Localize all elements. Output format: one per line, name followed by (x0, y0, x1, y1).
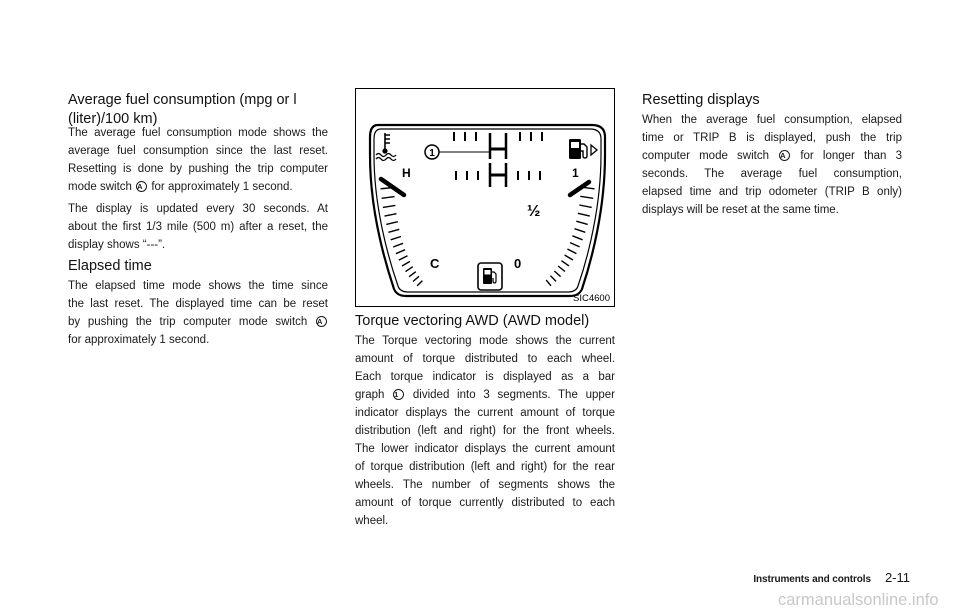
figure-code: SIC4600 (573, 293, 610, 304)
paragraph-average-fuel (68, 124, 328, 196)
text-line: of torque distribution (left and right) for the rear (355, 461, 615, 473)
gauge-tick (409, 272, 416, 277)
gauge-tick (551, 276, 557, 282)
text-line: The elapsed time mode shows the time since (68, 280, 328, 292)
heading-torque-vectoring (355, 312, 615, 331)
text-line (355, 386, 615, 404)
heading-line: Resetting displays (642, 91, 760, 108)
torque-display-illustration (356, 89, 614, 306)
text-line (68, 313, 328, 331)
gauge-tick (406, 267, 413, 272)
paragraph-resetting-displays (642, 111, 902, 219)
text-segment: computer mode switch (642, 150, 769, 162)
text-line: the last reset. The displayed time can be reset (68, 298, 328, 310)
gauge-tick (396, 250, 405, 254)
thermometer-stem (385, 133, 390, 149)
gauge-tick (579, 205, 591, 207)
text-segment: divided into 3 segments. The upper (412, 389, 615, 401)
text-line: seconds. The average fuel consumption, (642, 168, 902, 180)
text-line: for approximately 1 second. (68, 334, 210, 346)
gauge-tick (386, 222, 398, 225)
bar-graph-callout (425, 145, 490, 159)
text-line (642, 147, 902, 165)
switch-a-symbol: A (779, 150, 790, 161)
gauge-tick (572, 236, 582, 240)
gauge-tick (567, 249, 576, 254)
text-segment: for longer than 3 (800, 150, 902, 162)
text-line: The display is updated every 30 seconds. At (68, 203, 328, 215)
gauge-tick (554, 271, 560, 277)
text-segment: graph (355, 389, 385, 401)
gauge-tick (558, 266, 565, 272)
fuel-half-label: ½ (527, 203, 541, 220)
text-line: elapsed time and trip odometer (TRIP B only) (642, 186, 902, 198)
fuel-icon-window (485, 270, 491, 275)
bar-graph-1-symbol: 1 (393, 389, 404, 400)
gauge-tick (413, 276, 419, 281)
text-line: indicator displays the current amount of torque (355, 407, 615, 419)
callout-number: 1 (429, 148, 435, 159)
text-segment: mode switch (68, 181, 132, 193)
gauge-tick (382, 197, 395, 199)
switch-a-symbol: A (136, 181, 147, 192)
paragraph-elapsed-time (68, 277, 328, 349)
paragraph-display-update (68, 200, 328, 254)
fuel-full-label: 1 (572, 166, 579, 180)
heading-resetting-displays (642, 91, 902, 110)
temp-cold-label: C (430, 256, 440, 271)
temperature-icon (376, 133, 396, 161)
gauge-tick (399, 256, 408, 260)
gauge-tick (578, 213, 590, 216)
gauge-tick (391, 237, 401, 240)
upper-torque-bar-graph (454, 132, 542, 141)
text-line: When the average fuel consumption, elapsed (642, 114, 902, 126)
text-line: amount of torque currently distributed to each (355, 497, 615, 509)
text-line: Resetting is done by pushing the trip computer (68, 163, 328, 175)
gauge-tick (402, 261, 410, 266)
text-line: Each torque indicator is displayed as a bar (355, 371, 615, 383)
text-line: The average fuel consumption mode shows the (68, 127, 328, 139)
gauge-tick (388, 229, 399, 232)
coolant-wave (376, 154, 396, 157)
footer-section-title: Instruments and controls (753, 574, 871, 585)
heading-line: (liter)/100 km) (68, 110, 158, 127)
text-line: The lower indicator displays the current amount (355, 443, 615, 455)
gauge-tick (561, 261, 569, 266)
gauge-tick (580, 196, 593, 198)
text-line: displays will be reset at the same time. (642, 204, 839, 216)
temp-high-label: H (402, 166, 411, 180)
fuel-gauge-icon (478, 263, 502, 290)
pump-hose (581, 144, 587, 158)
text-line: time or TRIP B is displayed, push the trip (642, 132, 902, 144)
gauge-tick (575, 229, 586, 233)
heading-line: Elapsed time (68, 257, 152, 274)
text-line: average fuel consumption since the last reset. (68, 145, 328, 157)
text-line: display shows “---”. (68, 239, 166, 251)
text-line: about the first 1/3 mile (500 m) after a reset, the (68, 221, 328, 233)
gauge-tick (417, 281, 422, 286)
text-segment: by pushing the trip computer mode switch (68, 316, 308, 328)
text-line: distribution (left and right) for the front wheels. (355, 425, 615, 437)
pump-window (571, 142, 579, 148)
page-number: 2-11 (884, 570, 910, 585)
gauge-tick (576, 221, 587, 224)
gauge-tick (383, 205, 396, 207)
thermometer-bulb (382, 148, 387, 153)
page-footer (753, 569, 910, 589)
gauge-tick (546, 280, 551, 286)
watermark: carmanualsonline.info (778, 591, 939, 609)
gauge-tick (570, 243, 580, 247)
figure-torque-display (355, 88, 615, 307)
switch-a-symbol: A (316, 316, 327, 327)
gauge-tick (385, 214, 397, 216)
gauge-tick (393, 243, 403, 247)
front-axle-indicator (490, 133, 506, 159)
text-line: amount of torque distributed to each wheel. (355, 353, 615, 365)
text-line: wheels. The number of segments shows the (355, 479, 615, 491)
temperature-gauge-ticks (381, 188, 423, 286)
fuel-door-arrow (591, 145, 597, 155)
gauge-tick (565, 255, 573, 260)
coolant-wave (376, 158, 396, 161)
fuel-pump-icon (569, 139, 597, 159)
heading-line: Torque vectoring AWD (AWD model) (355, 312, 590, 329)
front-axle-bars (490, 133, 506, 159)
heading-line: Average fuel consumption (mpg or l (68, 91, 297, 108)
fuel-empty-label: 0 (514, 256, 522, 271)
rear-axle-indicator (490, 163, 506, 187)
heading-average-fuel-consumption (68, 91, 328, 129)
heading-elapsed-time (68, 257, 328, 276)
text-line: wheel. (355, 515, 389, 527)
text-line (68, 178, 328, 196)
paragraph-torque-vectoring (355, 332, 615, 530)
text-line: The Torque vectoring mode shows the current (355, 335, 615, 347)
text-segment: for approximately 1 second. (151, 181, 293, 193)
temperature-needle (381, 179, 404, 195)
